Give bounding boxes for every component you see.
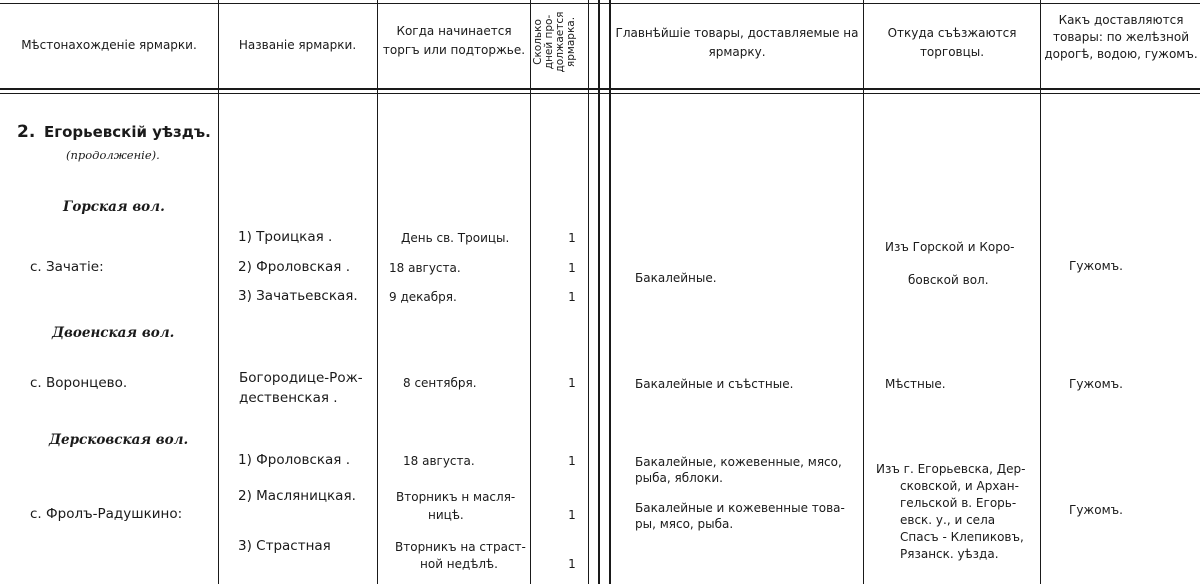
header-duration: Сколько дней про- должается ярмарка. [532,11,578,73]
delivery-method: Гужомъ. [1069,503,1123,517]
header-fair-name: Названіе ярмарки. [238,38,357,52]
start-date: Вторникъ н масля- [396,490,516,504]
goods-entry: ры, мясо, рыба. [635,517,734,531]
duration-days: 1 [568,508,576,522]
traders-origin: гельской в. Егорь- [900,496,1017,510]
column-divider [218,0,219,584]
header-bottom-rule-1 [0,88,1200,90]
column-divider [609,0,611,584]
duration-days: 1 [568,376,576,390]
traders-origin: Рязанск. уѣзда. [900,547,999,561]
duration-days: 1 [568,454,576,468]
place-zachatie: с. Зачатіе: [30,259,104,275]
start-date: Вторникъ на страст- [395,540,526,554]
traders-origin: бовской вол. [908,273,989,287]
duration-days: 1 [568,261,576,275]
section-subtitle: (продолженіе). [66,148,160,162]
header-start-date: Когда начинается торгъ или подторжье. [382,24,526,57]
header-main-goods: Главнѣйшіе товары, доставляемые на ярмарку. [615,26,859,59]
fair-name: 2) Масляницкая. [238,488,356,504]
traders-origin: евск. у., и села [900,513,996,527]
traders-origin: Изъ г. Егорьевска, Дер- [876,462,1026,476]
column-divider [863,0,864,584]
traders-origin: сковской, и Архан- [900,479,1019,493]
start-date: ной недѣлѣ. [420,557,498,571]
duration-days: 1 [568,290,576,304]
start-date: ницѣ. [428,508,464,522]
fair-name: Богородице-Рож- [239,370,363,386]
page-gutter [598,0,600,584]
volost-heading-gorskaya: Горская вол. [63,199,165,215]
volost-heading-derskovskaya: Дерсковская вол. [49,432,189,448]
header-traders-from: Откуда съѣзжаются торговцы. [887,26,1017,59]
duration-days: 1 [568,231,576,245]
delivery-method: Гужомъ. [1069,377,1123,391]
volost-heading-dvoenskaya: Двоенская вол. [52,325,175,341]
header-bottom-rule-2 [0,93,1200,94]
column-divider [1040,0,1041,584]
column-divider [377,0,378,584]
place-frol-radushkino: с. Фролъ-Радушкино: [30,506,183,522]
header-location: Мѣстонахожденіе ярмарки. [21,38,197,52]
header-delivery: Какъ доставляются товары: по желѣзной дорогѣ, водою, гужомъ. [1044,13,1198,61]
goods-entry: Бакалейные. [635,271,717,285]
place-vorontsevo: с. Воронцево. [30,375,128,391]
section-title: Егорьевскій уѣздъ. [44,123,211,141]
start-date: 9 декабря. [389,290,457,304]
fair-name: 1) Фроловская . [238,452,350,468]
start-date: 8 сентября. [403,376,477,390]
goods-entry: Бакалейные и съѣстные. [635,377,794,391]
section-number: 2. [17,122,36,142]
delivery-method: Гужомъ. [1069,259,1123,273]
traders-origin: Мѣстные. [885,377,946,391]
start-date: 18 августа. [403,454,475,468]
traders-origin: Изъ Горской и Коро- [885,240,1015,254]
fair-name: 3) Зачатьевская. [238,288,358,304]
fair-name: дественская . [239,390,338,406]
goods-entry: Бакалейные, кожевенные, мясо, [635,455,842,469]
column-divider [530,0,531,584]
fair-name: 3) Страстная [238,538,331,554]
start-date: День св. Троицы. [401,231,510,245]
fair-name: 1) Троицкая . [238,229,333,245]
start-date: 18 августа. [389,261,461,275]
header-top-rule [0,3,1200,4]
traders-origin: Спасъ - Клепиковъ, [900,530,1024,544]
goods-entry: рыба, яблоки. [635,471,723,485]
goods-entry: Бакалейные и кожевенные това- [635,501,845,515]
fair-name: 2) Фроловская . [238,259,350,275]
duration-days: 1 [568,557,576,571]
